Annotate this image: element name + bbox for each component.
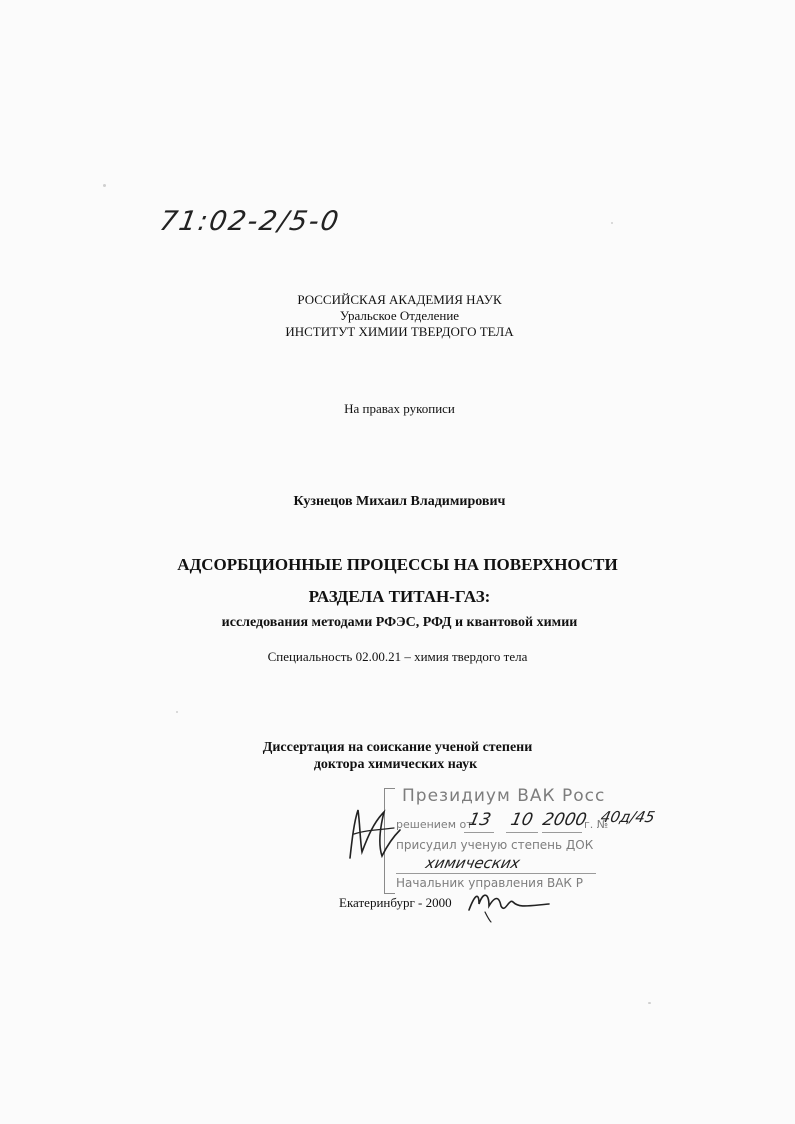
scan-speck <box>176 711 178 713</box>
stamp-year-suffix-text: г. № <box>584 818 609 831</box>
scan-speck <box>611 222 613 224</box>
dissertation-line-2: доктора химических наук <box>313 757 478 772</box>
city-year: Екатеринбург - 2000 <box>339 895 452 910</box>
stamp-year: 2000 <box>540 810 589 830</box>
title-subtitle: исследования методами РФЭС, РФД и квантовой химии <box>221 615 578 630</box>
vak-stamp <box>384 784 657 896</box>
branch-name: Уральское Отделение <box>339 308 460 323</box>
specialty: Специальность 02.00.21 – химия твердого тела <box>267 649 528 664</box>
rights-note: На правах рукописи <box>344 401 455 416</box>
stamp-number: 40д/45 <box>599 808 657 826</box>
stamp-head: Начальник управления ВАК Р <box>396 876 584 890</box>
signature-bottom <box>465 884 555 924</box>
stamp-month-underline <box>506 832 538 833</box>
dissertation-line-1: Диссертация на соискание ученой степени <box>262 740 533 755</box>
stamp-year-underline <box>542 832 582 833</box>
academy-name: РОССИЙСКАЯ АКАДЕМИЯ НАУК <box>297 292 502 307</box>
scan-speck <box>648 1002 651 1004</box>
stamp-day: 13 <box>466 810 493 830</box>
stamp-field-underline <box>396 873 596 874</box>
handwritten-catalog-code: 71:02-2/5-0 <box>157 206 343 237</box>
author-name: Кузнецов Михаил Владимирович <box>293 494 506 509</box>
stamp-header: Президиум ВАК Росс <box>402 786 606 806</box>
stamp-field: химических <box>424 854 522 872</box>
stamp-awarded: присудил ученую степень ДОК <box>396 838 594 852</box>
stamp-day-underline <box>464 832 494 833</box>
stamp-decision-prefix: решением от <box>396 818 473 831</box>
title-line-1: АДСОРБЦИОННЫЕ ПРОЦЕССЫ НА ПОВЕРХНОСТИ <box>177 555 618 574</box>
signature-left <box>344 800 404 870</box>
institute-name: ИНСТИТУТ ХИМИИ ТВЕРДОГО ТЕЛА <box>285 324 514 339</box>
title-line-2: РАЗДЕЛА ТИТАН-ГАЗ: <box>308 587 491 606</box>
stamp-month: 10 <box>508 810 535 830</box>
scan-speck <box>103 184 106 187</box>
